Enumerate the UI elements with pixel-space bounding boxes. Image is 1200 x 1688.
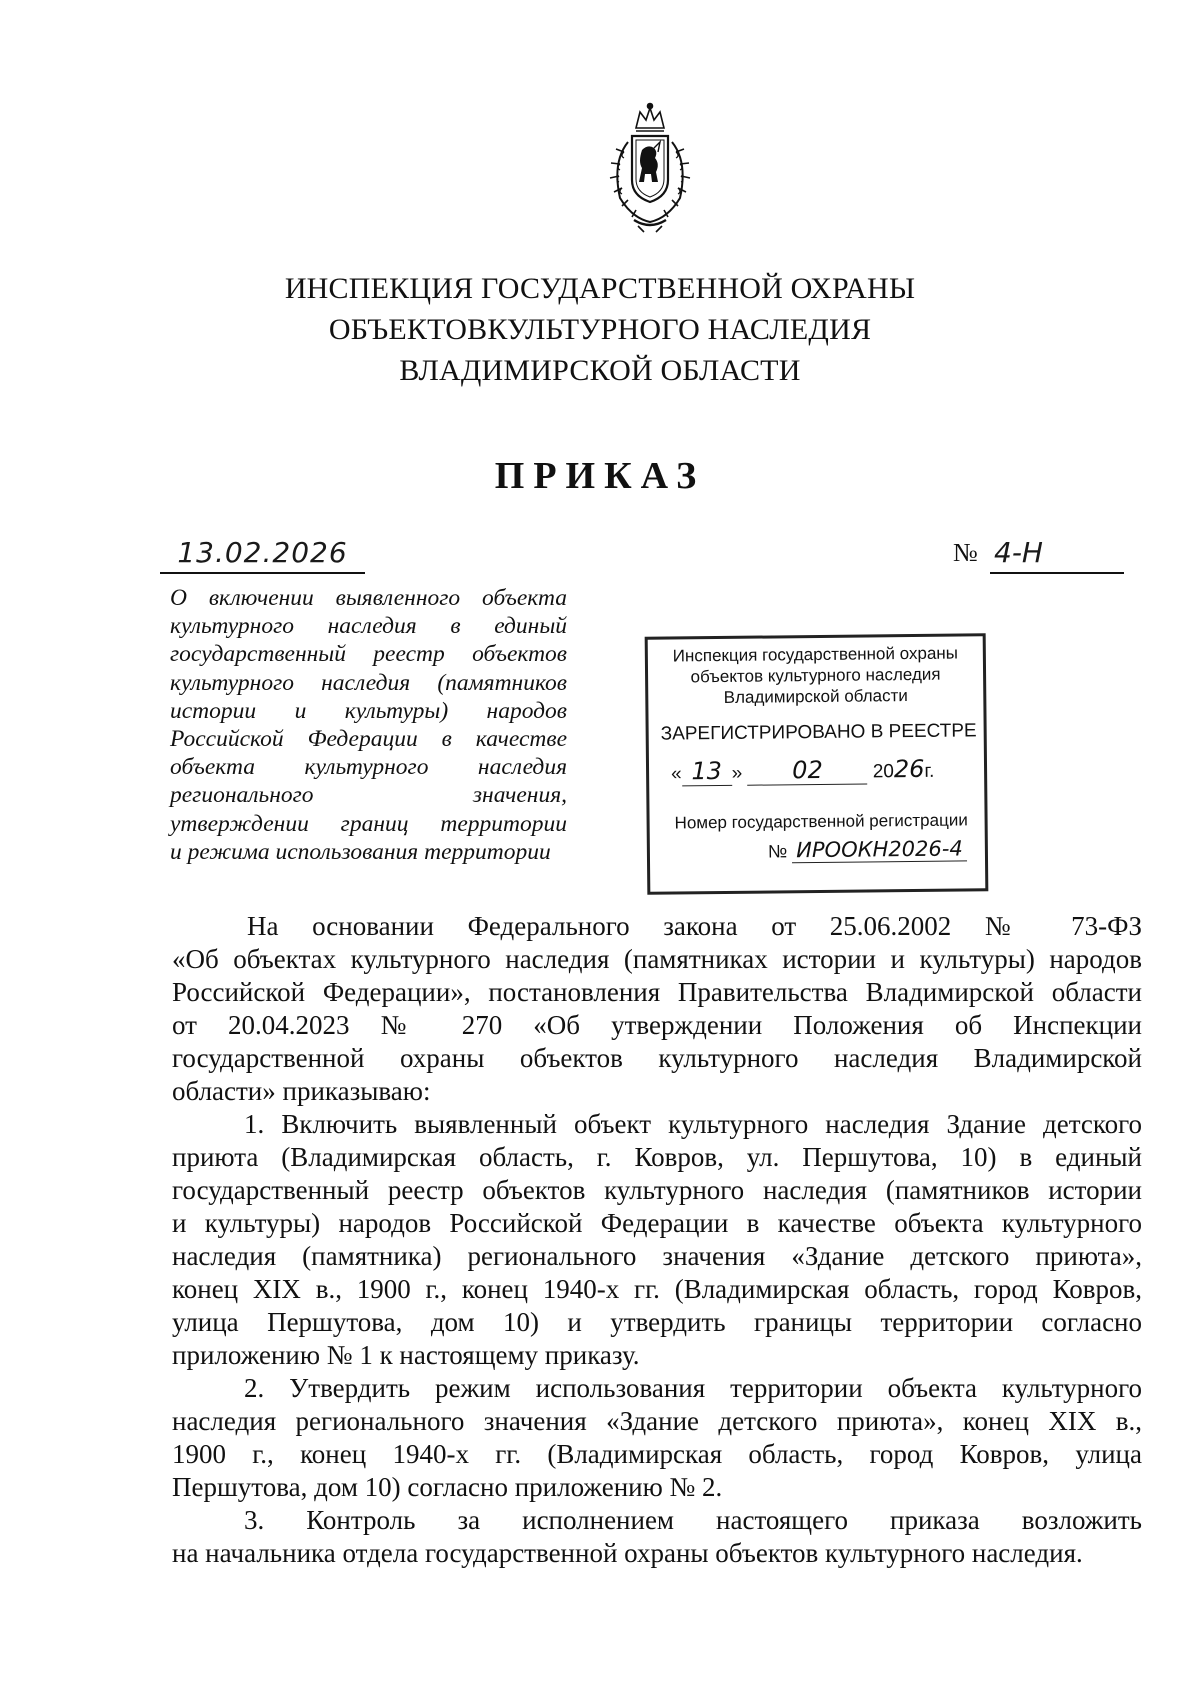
stamp-org-line: Инспекция государственной охраны [672, 643, 959, 666]
body-line: государственной охраны объектов культурного наследия Владимирской [172, 1043, 1142, 1073]
body-line: конец XIX в., 1900 г., конец 1940-х гг. (Владимирская область, город Ковров, [172, 1274, 1142, 1304]
subject-line: объекта культурного наследия [170, 754, 567, 781]
body-line: на начальника отдела государственной охраны объектов культурного наследия. [172, 1538, 1083, 1568]
document-number: 4-Н [990, 534, 1124, 574]
stamp-day: 13 [682, 757, 732, 787]
stamp-reg-number-prefix: № [767, 841, 788, 862]
stamp-year-prefix: 20 [872, 761, 895, 783]
issuing-authority-header [0, 268, 1200, 391]
body-line: области» приказываю: [172, 1076, 431, 1106]
subject-line: культурного наследия (памятников [170, 669, 567, 696]
body-line: улица Першутова, дом 10) и утвердить границы территории согласно [172, 1307, 1142, 1337]
stamp-year-suffix: 26 [893, 754, 925, 784]
body-line: 1900 г., конец 1940-х гг. (Владимирская область, город Ковров, улица [172, 1439, 1142, 1469]
header-line-2: ОБЪЕКТОВКУЛЬТУРНОГО НАСЛЕДИЯ [328, 313, 872, 346]
body-line: 3. Контроль за исполнением настоящего приказа возложить [244, 1505, 1142, 1535]
body-line: государственный реестр объектов культурного наследия (памятников истории [172, 1175, 1142, 1205]
stamp-year-unit: г. [924, 760, 935, 782]
stamp-month: 02 [747, 755, 867, 785]
subject-line: Российской Федерации в качестве [170, 726, 567, 753]
body-line: Российской Федерации», постановления Правительства Владимирской области [172, 977, 1142, 1007]
body-line: приюта (Владимирская область, г. Ковров, ул. Першутова, 10) в единый [172, 1142, 1142, 1172]
document-number-label: № [953, 538, 978, 567]
subject-line: и режима использования территории [170, 838, 551, 865]
body-line: 1. Включить выявленный объект культурного наследия Здание детского [244, 1109, 1142, 1139]
stamp-close-quote: » [731, 762, 743, 784]
body-line: наследия (памятника) регионального значения «Здание детского приюта», [172, 1241, 1142, 1271]
document-date: 13.02.2026 [160, 534, 365, 574]
body-line: от 20.04.2023 № 270 «Об утверждении Положения об Инспекции [172, 1010, 1142, 1040]
body-line: наследия регионального значения «Здание детского приюта», конец XIX в., [172, 1406, 1142, 1436]
stamp-open-quote: « [670, 763, 682, 785]
registration-stamp [645, 633, 989, 895]
stamp-registered-text: ЗАРЕГИСТРИРОВАНО В РЕЕСТРЕ [660, 720, 977, 745]
subject-line: О включении выявленного объекта [170, 585, 567, 611]
subject-line: утверждении границ территории [170, 810, 567, 837]
body-line: приложению № 1 к настоящему приказу. [172, 1340, 640, 1370]
vladimir-region-coat-of-arms-icon [598, 102, 702, 234]
document-subject [170, 584, 567, 866]
stamp-reg-number-row [768, 836, 967, 863]
body-line: 2. Утвердить режим использования территории объекта культурного [244, 1373, 1142, 1403]
stamp-org-line: Владимирской области [723, 686, 908, 707]
body-line: На основании Федерального закона от 25.06.2002 № 73-ФЗ [247, 911, 1142, 941]
order-body [172, 910, 1142, 1570]
body-line: Першутова, дом 10) согласно приложению № 2. [172, 1472, 723, 1502]
body-line: «Об объектах культурного наследия (памятниках истории и культуры) народов [172, 944, 1142, 974]
body-line: и культуры) народов Российской Федерации в качестве объекта культурного [172, 1208, 1142, 1238]
subject-line: культурного наследия в единый [170, 613, 567, 640]
subject-line: государственный реестр объектов [170, 641, 567, 668]
header-line-3: ВЛАДИМИРСКОЙ ОБЛАСТИ [399, 354, 801, 387]
stamp-reg-number-label: Номер государственной регистрации [674, 810, 968, 833]
header-line-1: ИНСПЕКЦИЯ ГОСУДАРСТВЕННОЙ ОХРАНЫ [284, 272, 916, 305]
document-type-title: ПРИКАЗ [494, 455, 706, 497]
subject-line: истории и культуры) народов [170, 697, 567, 724]
stamp-org-line: объектов культурного наследия [690, 664, 941, 687]
stamp-reg-number: ИРООКН2026-4 [792, 836, 967, 863]
stamp-organization [648, 642, 984, 709]
subject-line: регионального значения, [170, 782, 567, 809]
stamp-date-row [671, 754, 971, 786]
